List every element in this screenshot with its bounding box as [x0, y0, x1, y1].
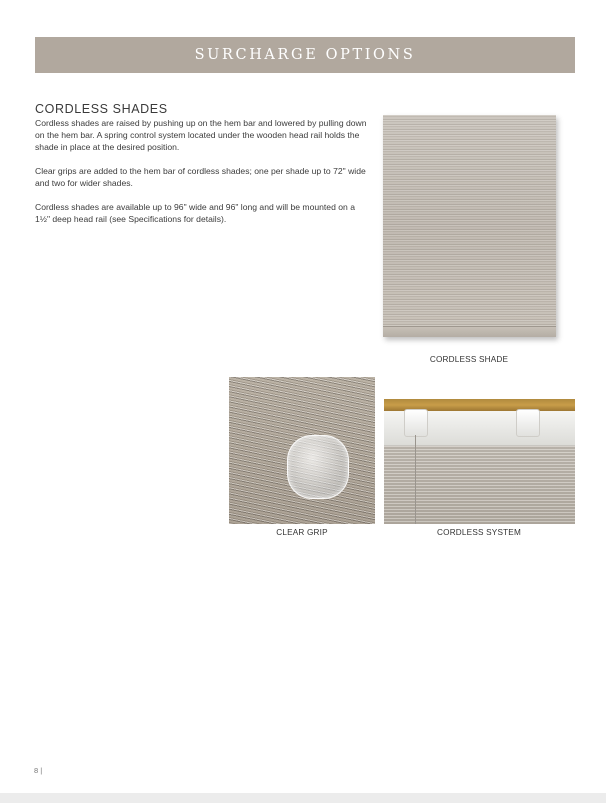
- cordless-system-caption: CORDLESS SYSTEM: [437, 528, 521, 537]
- clear-grip-caption: CLEAR GRIP: [276, 528, 328, 537]
- cordless-system-photo: [384, 399, 575, 524]
- cordless-shade-caption: CORDLESS SHADE: [429, 355, 509, 364]
- paragraph-availability: Cordless shades are available up to 96" wide and 96" long and will be mounted on a 1½" deep head rail (see Specifications for details).: [35, 202, 355, 224]
- page-number: 8 |: [34, 766, 43, 775]
- spring-bracket-left: [404, 409, 428, 437]
- shade-hem-bar: [383, 326, 556, 337]
- section-heading: CORDLESS SHADES: [35, 102, 168, 116]
- shade-fabric: [384, 446, 575, 524]
- clear-grip-clip: [287, 435, 349, 499]
- section-banner: [35, 37, 575, 73]
- banner-title: SURCHARGE OPTIONS: [194, 47, 416, 63]
- paragraph-clear-grips: Clear grips are added to the hem bar of cordless shades; one per shade up to 72" wide and two for wider shades.: [35, 166, 366, 188]
- cordless-shade-photo: [383, 115, 556, 337]
- spring-bracket-right: [516, 409, 540, 437]
- paragraph-operation: Cordless shades are raised by pushing up on the hem bar and lowered by pulling down on the hem bar. A spring control system located under the wooden head rail holds the shade in place at the desired position.: [35, 118, 367, 152]
- clear-grip-photo: [229, 377, 375, 524]
- support-cord: [415, 435, 416, 524]
